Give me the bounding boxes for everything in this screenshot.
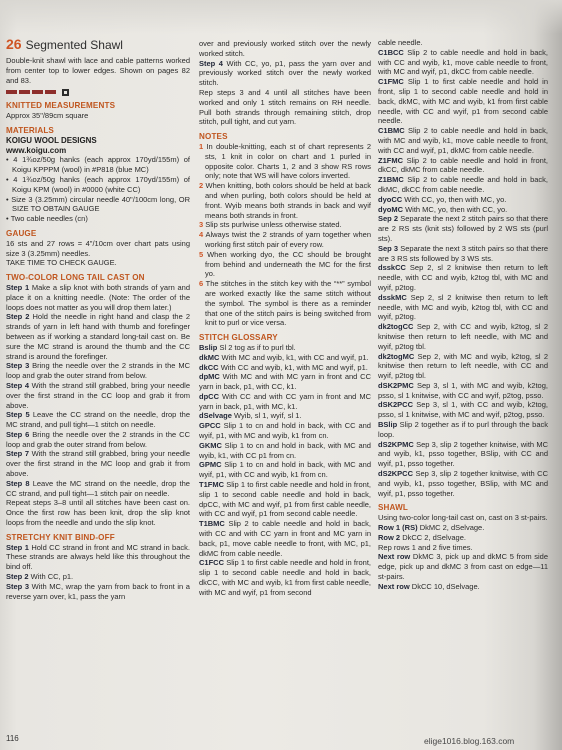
labeled-paragraph: [6, 572, 190, 582]
paragraph-label: Step 4: [199, 58, 223, 68]
paragraph-text: With CC, p1.: [30, 572, 74, 582]
paragraph-text: over and previously worked stitch over the newly worked stitch.: [199, 39, 371, 58]
pattern-title: [6, 37, 190, 53]
labeled-paragraph: [6, 312, 190, 361]
paragraph-label: Next row: [378, 581, 410, 591]
note-number: 1: [199, 141, 204, 151]
paragraph-label: Bslip: [199, 342, 218, 352]
note-item: [199, 142, 371, 181]
section-heading: NOTES: [199, 132, 228, 142]
labeled-paragraph: [6, 361, 190, 381]
paragraph-text: The stitches in the stitch key with the “**” symbol are worked exactly like the same stitch without the symbol. The symbol is there as a reminder that one of the stitch pairs is being switched from knit to purl or vice versa.: [205, 279, 371, 328]
labeled-paragraph: [199, 421, 371, 441]
paragraph-text: Sep 2, sl 2 knitwise then return to left needle, with MC and wyib, k2tog tbl, with CC and wyif, p2tog.: [378, 292, 548, 322]
paragraph-label: dyoMC: [378, 204, 403, 214]
paragraph-label: dSK2PCC: [378, 400, 414, 410]
paragraph-label: dk2togCC: [378, 322, 414, 332]
paragraph-text: TAKE TIME TO CHECK GAUGE.: [6, 258, 117, 268]
paragraph-label: Step 4: [6, 380, 29, 390]
page-number: 116: [6, 734, 19, 743]
paragraph-text: DkCC 10, dSelvage.: [411, 581, 480, 591]
paragraph-label: Step 1: [6, 542, 29, 552]
labeled-paragraph: [199, 353, 371, 363]
paragraph-text: Hold CC strand in front and MC strand in back. These strands are always held like this throughout the bind off.: [6, 542, 190, 572]
paragraph-text: Bring the needle over the 2 strands in the CC loop and grab the outer strand from below.: [6, 429, 190, 449]
paragraph-label: Row 1 (RS): [378, 523, 418, 533]
note-number: 2: [199, 181, 204, 191]
paragraph-text: Slip sts purlwise unless otherwise stated.: [205, 220, 342, 230]
labeled-paragraph: [199, 392, 371, 412]
paragraph-text: Sl 2 tog as if to purl tbl.: [219, 342, 296, 352]
paragraph-text: Slip 2 to cable needle and hold in back, with MC and wyib, k1, move cable needle to front, with CC and wyif, p1, dkMC from cable needle.: [378, 126, 548, 155]
pattern-description: Double-knit shawl with lace and cable patterns worked from center top to lower edges. Shown on pages 82 and 83.: [6, 56, 190, 85]
section-heading: STITCH GLOSSARY: [199, 333, 278, 343]
paragraph-text: With MC, wrap the yarn from back to front in a reverse yarn over, k1, pass the yarn: [6, 581, 190, 601]
paragraph: [6, 111, 190, 121]
paragraph-text: cable needle.: [378, 38, 423, 47]
labeled-paragraph: [378, 195, 548, 205]
paragraph: [378, 38, 548, 48]
paragraph-text: Wyib, sl 1, wyif, sl 1.: [234, 411, 302, 421]
note-number: 3: [199, 220, 204, 230]
section-heading: TWO-COLOR LONG TAIL CAST ON: [6, 273, 145, 283]
note-number: 6: [199, 279, 204, 289]
labeled-paragraph: [199, 343, 371, 353]
paragraph-text: Sep 3, slip 2 together knitwise, with MC and wyib, k1, psso together, BSlip, with CC and wyif, p1, psso together.: [378, 439, 548, 469]
materials-list-item: [6, 214, 190, 224]
labeled-paragraph: [199, 363, 371, 373]
paragraph-text: Hold the needle in right hand and clasp the 2 strands of yarn in left hand with thumb and forefinger between as if working a standard long-tail cast on. Be sure the MC strand is around the thumb and the CC strand is around the forefinger.: [6, 312, 190, 361]
paragraph-text: Sep 3, sl 1, with MC and wyib, k2tog, psso, sl 1 knitwise, with CC and wyif, p2tog, psso.: [378, 380, 548, 400]
paragraph-label: Sep 2: [378, 214, 399, 224]
paragraph-label: Step 5: [6, 410, 30, 420]
paragraph-label: GPCC: [199, 421, 221, 431]
paragraph-text: Using two-color long-tail cast on, cast on 3 st-pairs.: [378, 513, 548, 523]
paragraph-text: When knitting, both colors should be held at back and when purling, both colors should be held at front. Wyib means both strands in back and wyif means both strands in front.: [205, 181, 371, 220]
paragraph-text: Repeat steps 3–8 until all stitches have been cast on. Once the first row has been knit, drop the slip knot loops from the needle and undo the slip knot.: [6, 498, 190, 528]
labeled-paragraph: [6, 430, 190, 450]
labeled-paragraph: [378, 263, 548, 292]
pattern-name: Segmented Shawl: [25, 38, 123, 52]
paragraph-label: Step 3: [6, 581, 30, 591]
labeled-paragraph: [378, 322, 548, 351]
paragraph-text: With MC and with MC yarn in front and CC yarn in back, p1, with CC, k1.: [199, 372, 371, 392]
paragraph-label: dSK2PMC: [378, 380, 414, 390]
paragraph-text: With CC and with CC yarn in front and MC yarn in back, p1, with MC, k1.: [199, 391, 371, 411]
labeled-paragraph: [6, 543, 190, 572]
paragraph-text: 4 1¾oz/50g hanks (each approx 170yd/155m) of Koigu KPM (wool) in #0000 (white CC): [12, 174, 190, 194]
paragraph-label: dkCC: [199, 362, 219, 372]
note-item: [199, 279, 371, 328]
watermark: elige1016.blog.163.com: [424, 736, 515, 746]
paragraph-text: Two cable needles (cn): [10, 214, 88, 224]
labeled-paragraph: [378, 126, 548, 155]
paragraph-label: Step 3: [6, 361, 30, 371]
paragraph-text: Slip 1 to cn and hold in back, with MC and wyif, p1, with CC and wyib, k1 from cn.: [199, 460, 371, 480]
materials-list-item: [6, 195, 190, 215]
paragraph-label: Row 2: [378, 532, 401, 542]
paragraph: [199, 39, 371, 59]
labeled-paragraph: [378, 293, 548, 322]
labeled-paragraph: [378, 582, 548, 592]
paragraph-text: With CC, yo, then with MC, yo.: [404, 194, 507, 204]
paragraph: [378, 513, 548, 523]
paragraph-text: Slip 2 to cable needle and hold in back, with CC and wyib, k1, move cable needle to front, with MC and wyif, p1, dkCC from cable needle.: [378, 47, 548, 77]
labeled-paragraph: [378, 156, 548, 176]
right-column-content: [378, 38, 548, 592]
paragraph-label: Step 2: [6, 312, 30, 322]
paragraph: [6, 239, 190, 259]
paragraph-text: DkMC 2, dSelvage.: [419, 523, 485, 533]
paragraph-label: GPMC: [199, 460, 222, 470]
paragraph-label: Z1FMC: [378, 155, 403, 165]
paragraph-label: dSelvage: [199, 411, 232, 421]
middle-column-content: [199, 39, 371, 598]
paragraph-label: C1BCC: [378, 47, 404, 57]
paragraph-text: Make a slip knot with both strands of yarn and place it on a knitting needle. (Note: The order of the loops does not matter as you will drop them later.): [6, 282, 190, 312]
section-heading: MATERIALS: [6, 125, 54, 135]
labeled-paragraph: [378, 533, 548, 543]
paragraph-text: Slip 2 to cable needle and hold in front, dkCC, dkMC from cable needle.: [378, 155, 548, 175]
paragraph-text: Size 3 (3.25mm) circular needle 40"/100cm long, OR SIZE TO OBTAIN GAUGE: [11, 194, 190, 214]
paragraph-text: Always twist the 2 strands of yarn together when working first stitch pair of every row.: [205, 230, 372, 249]
paragraph-text: With the strand still grabbed, bring your needle over the first strand in the MC loop and grab it from above.: [6, 449, 190, 479]
paragraph-text: With CC, yo, p1, pass the yarn over and previously worked stitch over the newly worked stitch.: [199, 58, 371, 88]
paragraph-label: Next row: [378, 552, 411, 562]
brand-line: www.koigu.com: [6, 145, 67, 155]
materials-list-item: [6, 155, 190, 175]
paragraph-label: T1FMC: [199, 480, 224, 490]
note-item: [199, 181, 371, 220]
materials-list-item: [6, 175, 190, 195]
paragraph-text: Sep 2, with MC and wyib, k2tog, sl 2 knitwise then return to left needle, with CC and wyif, p2tog tbl.: [378, 351, 548, 381]
labeled-paragraph: [199, 59, 371, 88]
labeled-paragraph: [199, 558, 371, 597]
skill-level-bar: [6, 90, 17, 94]
labeled-paragraph: [378, 244, 548, 264]
section-heading: SHAWL: [378, 503, 408, 513]
skill-level-bar: [32, 90, 43, 94]
paragraph: [199, 88, 371, 127]
skill-level-icon: [62, 89, 69, 96]
labeled-paragraph: [378, 48, 548, 77]
paragraph-label: Sep 3: [378, 243, 399, 253]
pattern-number: 26: [6, 36, 22, 52]
paragraph-label: dkMC: [199, 352, 220, 362]
paragraph-text: 4 1¾oz/50g hanks (each approx 170yd/155m) of Koigu KPPPM (wool) in #P818 (blue MC): [12, 155, 190, 175]
paragraph-text: DkMC 3, pick up and dkMC 5 from side edge, pick up and dkMC 3 from cast on edge—11 st-pairs.: [378, 552, 548, 582]
note-number: 4: [199, 230, 204, 240]
labeled-paragraph: [378, 214, 548, 243]
paragraph-text: With MC and wyib, k1, with CC and wyif, p1.: [221, 352, 369, 362]
paragraph-text: 16 sts and 27 rows = 4"/10cm over chart pats using size 3 (3.25mm) needles.: [6, 238, 190, 258]
note-item: [199, 230, 371, 250]
section-heading: KNITTED MEASUREMENTS: [6, 101, 116, 111]
paragraph-label: dpMC: [199, 372, 220, 382]
labeled-paragraph: [378, 469, 548, 498]
labeled-paragraph: [199, 460, 371, 480]
paragraph-label: Step 1: [6, 282, 30, 292]
paragraph-label: T1BMC: [199, 519, 225, 529]
paragraph-label: GKMC: [199, 440, 222, 450]
labeled-paragraph: [378, 420, 548, 440]
paragraph-text: Separate the next 3 stitch pairs so that there are 3 RS sts followed by 3 WS sts.: [378, 243, 548, 263]
labeled-paragraph: [6, 381, 190, 410]
labeled-paragraph: [199, 441, 371, 461]
paragraph-label: dpCC: [199, 391, 219, 401]
labeled-paragraph: [378, 352, 548, 381]
paragraph-label: Step 6: [6, 429, 30, 439]
paragraph-label: Step 2: [6, 572, 29, 582]
paragraph-text: Bring the needle over the 2 strands in the MC loop and grab the outer strand from below.: [6, 361, 190, 381]
labeled-paragraph: [378, 440, 548, 469]
paragraph-text: With MC, yo, then with CC, yo.: [405, 204, 508, 214]
labeled-paragraph: [6, 582, 190, 602]
paragraph-label: Z1BMC: [378, 175, 404, 185]
paragraph-text: Slip 1 to cn and hold in back, with MC and wyib, k1, with CC p1 from cn.: [199, 440, 371, 460]
paragraph-text: In double-knitting, each st of chart represents 2 sts, 1 knit in color on chart and 1 purled in opposite color. Charts 1, 2 and 3 show RS rows only; note that WS will have colors inverted.: [205, 141, 371, 181]
paragraph-text: DkCC 2, dSelvage.: [402, 532, 466, 542]
skill-level-bars: [6, 88, 190, 96]
left-column-content: [6, 101, 190, 601]
column-right: [378, 38, 548, 592]
paragraph-text: With CC and wyib, k1, with MC and wyif, p1.: [220, 362, 368, 372]
brand-line: KOIGU WOOL DESIGNS: [6, 135, 97, 145]
labeled-paragraph: [6, 449, 190, 478]
labeled-paragraph: [6, 410, 190, 430]
paragraph-text: Slip 1 to cn and hold in back, with CC and wyif, p1, with MC and wyib, k1 from cn.: [199, 421, 371, 441]
paragraph: [6, 258, 190, 268]
paragraph-label: dS2KPMC: [378, 439, 414, 449]
labeled-paragraph: [199, 519, 371, 558]
paragraph-text: Sep 2, sl 2 knitwise then return to left needle, with CC and wyib, k2tog tbl, with MC and wyif, p2tog.: [378, 263, 549, 292]
labeled-paragraph: [378, 205, 548, 215]
labeled-paragraph: [378, 77, 548, 126]
section-heading: GAUGE: [6, 228, 37, 238]
paragraph-text: When working dyo, the CC should be brought from behind and underneath the MC for the first yo.: [205, 249, 371, 279]
paragraph-text: Slip 2 together as if to purl through the back loop.: [378, 420, 548, 439]
note-item: [199, 220, 371, 230]
labeled-paragraph: [378, 552, 548, 581]
labeled-paragraph: [6, 479, 190, 499]
paragraph-text: Sep 3, sl 1, with CC and wyib, k2tog, psso, sl 1 knitwise, with MC and wyif, p2tog, psso.: [378, 400, 548, 420]
paragraph-text: Slip 1 to first cable needle and hold in front, slip 1 to second cable needle and hold in back, dpCC, with MC and wyif, p1 from first cable needle, with CC and wyif, p1 from second cable needle.: [199, 480, 371, 519]
paragraph-text: Rep rows 1 and 2 five times.: [378, 542, 473, 552]
paragraph-text: Slip 2 to cable needle and hold in back, dkMC, dkCC from cable needle.: [378, 175, 548, 194]
paragraph-text: Slip 1 to first cable needle and hold in front, slip 1 to second cable needle and hold in back, dkCC, with MC and wyib, k1 from first cable needle, with MC and wyif, p1 from second: [199, 558, 372, 597]
labeled-paragraph: [6, 283, 190, 312]
paragraph-text: Slip 2 to cable needle and hold in back, with CC and with CC yarn in front and MC yarn in back, p1, move cable needle to front, with MC, p1, dkMC from cable needle.: [199, 519, 371, 558]
paragraph-text: Rep steps 3 and 4 until all stitches have been worked and only 1 stitch remains on RH needle. Pull both strands through remaining stitch, drop stitch, pull tight, and cut yarn.: [199, 87, 371, 127]
paragraph-label: C1FCC: [199, 558, 225, 568]
note-number: 5: [199, 249, 204, 259]
paragraph-text: Leave the MC strand on the needle, drop the CC strand, and pull tight—1 stitch pair on needle.: [6, 478, 190, 498]
paragraph-label: dsskMC: [378, 292, 407, 302]
paragraph-label: C1BMC: [378, 126, 405, 136]
paragraph-text: Approx 35"/89cm square: [6, 111, 89, 121]
note-item: [199, 250, 371, 279]
labeled-paragraph: [378, 381, 548, 401]
skill-level-bar: [19, 90, 30, 94]
paragraph-label: dk2togMC: [378, 351, 415, 361]
column-middle: [199, 39, 371, 598]
paragraph-text: Sep 3, slip 2 together knitwise, with CC and wyib, k1, psso together, BSlip, with MC and wyif, p1, psso together.: [378, 469, 548, 498]
paragraph-label: dS2KPCC: [378, 469, 414, 479]
paragraph-text: Slip 1 to first cable needle and hold in front, slip 1 to second cable needle and hold in back, dkMC, with MC and wyib, k1 from first cable needle, with CC and wyif, p1 from second cable needle.: [378, 77, 548, 126]
paragraph-text: Leave the CC strand on the needle, drop the MC strand, and pull tight—1 stitch on needle.: [6, 410, 190, 430]
paragraph-label: dsskCC: [378, 263, 406, 273]
paragraph-text: Separate the next 2 stitch pairs so that there are 2 RS sts (knit sts) followed by 2 WS sts (purl sts).: [378, 214, 548, 243]
labeled-paragraph: [378, 175, 548, 195]
skill-level-bar: [45, 90, 56, 94]
labeled-paragraph: [199, 372, 371, 392]
labeled-paragraph: [378, 523, 548, 533]
paragraph-text: Sep 2, with CC and wyib, k2tog, sl 2 knitwise then return to left needle, with MC and wyif, p2tog tbl.: [378, 322, 548, 351]
paragraph: [378, 543, 548, 553]
paragraph-label: BSlip: [378, 420, 398, 430]
paragraph: [6, 498, 190, 527]
paragraph-text: With the strand still grabbed, bring your needle over the first strand in the CC loop and grab it from above.: [6, 380, 190, 410]
column-left: [6, 37, 190, 601]
labeled-paragraph: [199, 411, 371, 421]
labeled-paragraph: [199, 480, 371, 519]
paragraph-label: Step 8: [6, 478, 30, 488]
paragraph-label: dyoCC: [378, 194, 403, 204]
labeled-paragraph: [378, 400, 548, 420]
section-heading: STRETCHY KNIT BIND-OFF: [6, 532, 115, 542]
paragraph-label: C1FMC: [378, 77, 404, 87]
paragraph-label: Step 7: [6, 449, 29, 459]
